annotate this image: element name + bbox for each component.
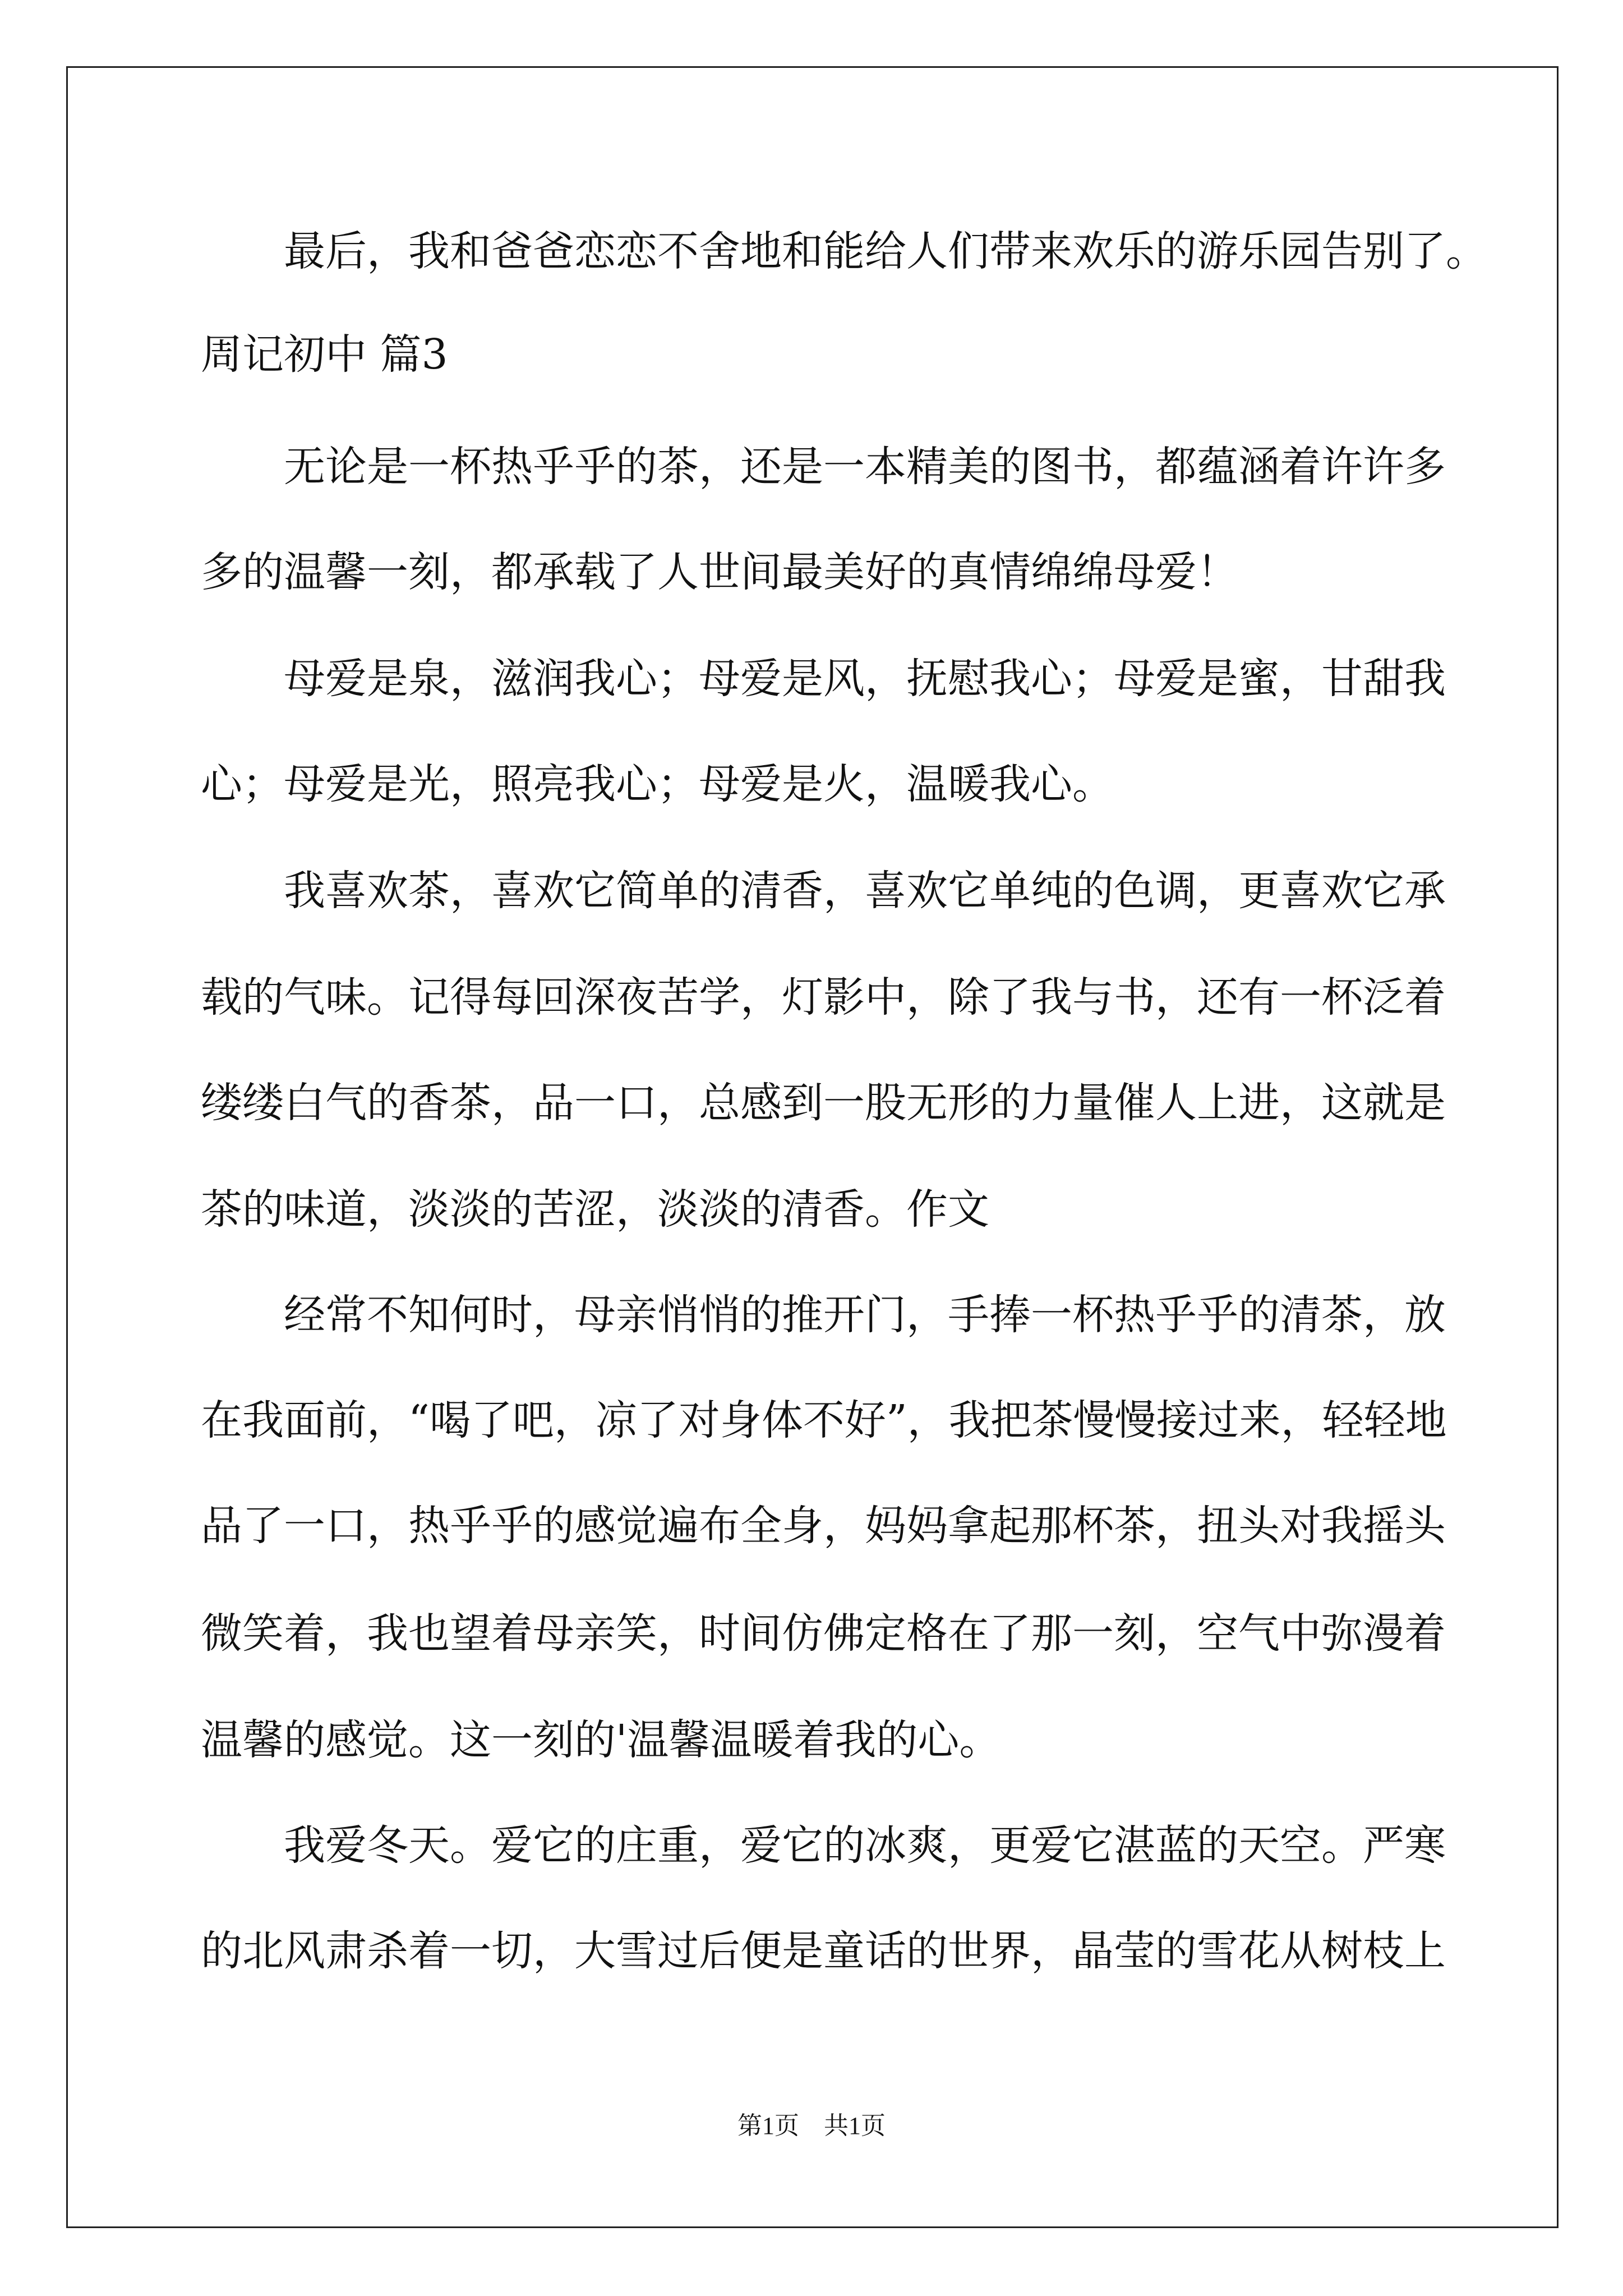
body-text-line: 品了一口，热乎乎的感觉遍布全身，妈妈拿起那杯茶，扭头对我摇头: [201, 1502, 1446, 1550]
body-text-line: 载的气味。记得每回深夜苦学，灯影中，除了我与书，还有一杯泛着: [201, 973, 1446, 1022]
section-heading: 周记初中 篇3: [201, 330, 448, 379]
body-text-line: 无论是一杯热乎乎的茶，还是一本精美的图书，都蕴涵着许许多: [284, 443, 1446, 491]
body-text-line: 经常不知何时，母亲悄悄的推开门，手捧一杯热乎乎的清茶，放: [284, 1291, 1446, 1339]
body-text-line: 的北风肃杀着一切，大雪过后便是童话的世界，晶莹的雪花从树枝上: [201, 1927, 1446, 1975]
body-text-line: 在我面前，“喝了吧，凉了对身体不好”，我把茶慢慢接过来，轻轻地: [201, 1396, 1447, 1444]
body-text-line: 我爱冬天。爱它的庄重，爱它的冰爽，更爱它湛蓝的天空。严寒: [284, 1821, 1446, 1870]
page-border: [66, 66, 1559, 2228]
body-text-line: 温馨的感觉。这一刻的'温馨温暖着我的心。: [201, 1716, 1001, 1764]
body-text-line: 缕缕白气的香茶，品一口，总感到一股无形的力量催人上进，这就是: [201, 1079, 1446, 1127]
body-text-line: 心；母爱是光，照亮我心；母爱是火，温暖我心。: [201, 760, 1114, 808]
body-text-line: 多的温馨一刻，都承载了人世间最美好的真情绵绵母爱！: [201, 548, 1238, 596]
body-text-line: 微笑着，我也望着母亲笑，时间仿佛定格在了那一刻，空气中弥漫着: [201, 1609, 1446, 1658]
body-text-line: 我喜欢茶，喜欢它简单的清香，喜欢它单纯的色调，更喜欢它承: [284, 867, 1446, 915]
body-text-line: 最后，我和爸爸恋恋不舍地和能给人们带来欢乐的游乐园告别了。: [284, 227, 1487, 275]
page-footer: 第1页 共1页: [737, 2112, 886, 2139]
body-text-line: 茶的味道，淡淡的苦涩，淡淡的清香。作文: [201, 1185, 989, 1234]
body-text-line: 母爱是泉，滋润我心；母爱是风，抚慰我心；母爱是蜜，甘甜我: [284, 655, 1446, 703]
